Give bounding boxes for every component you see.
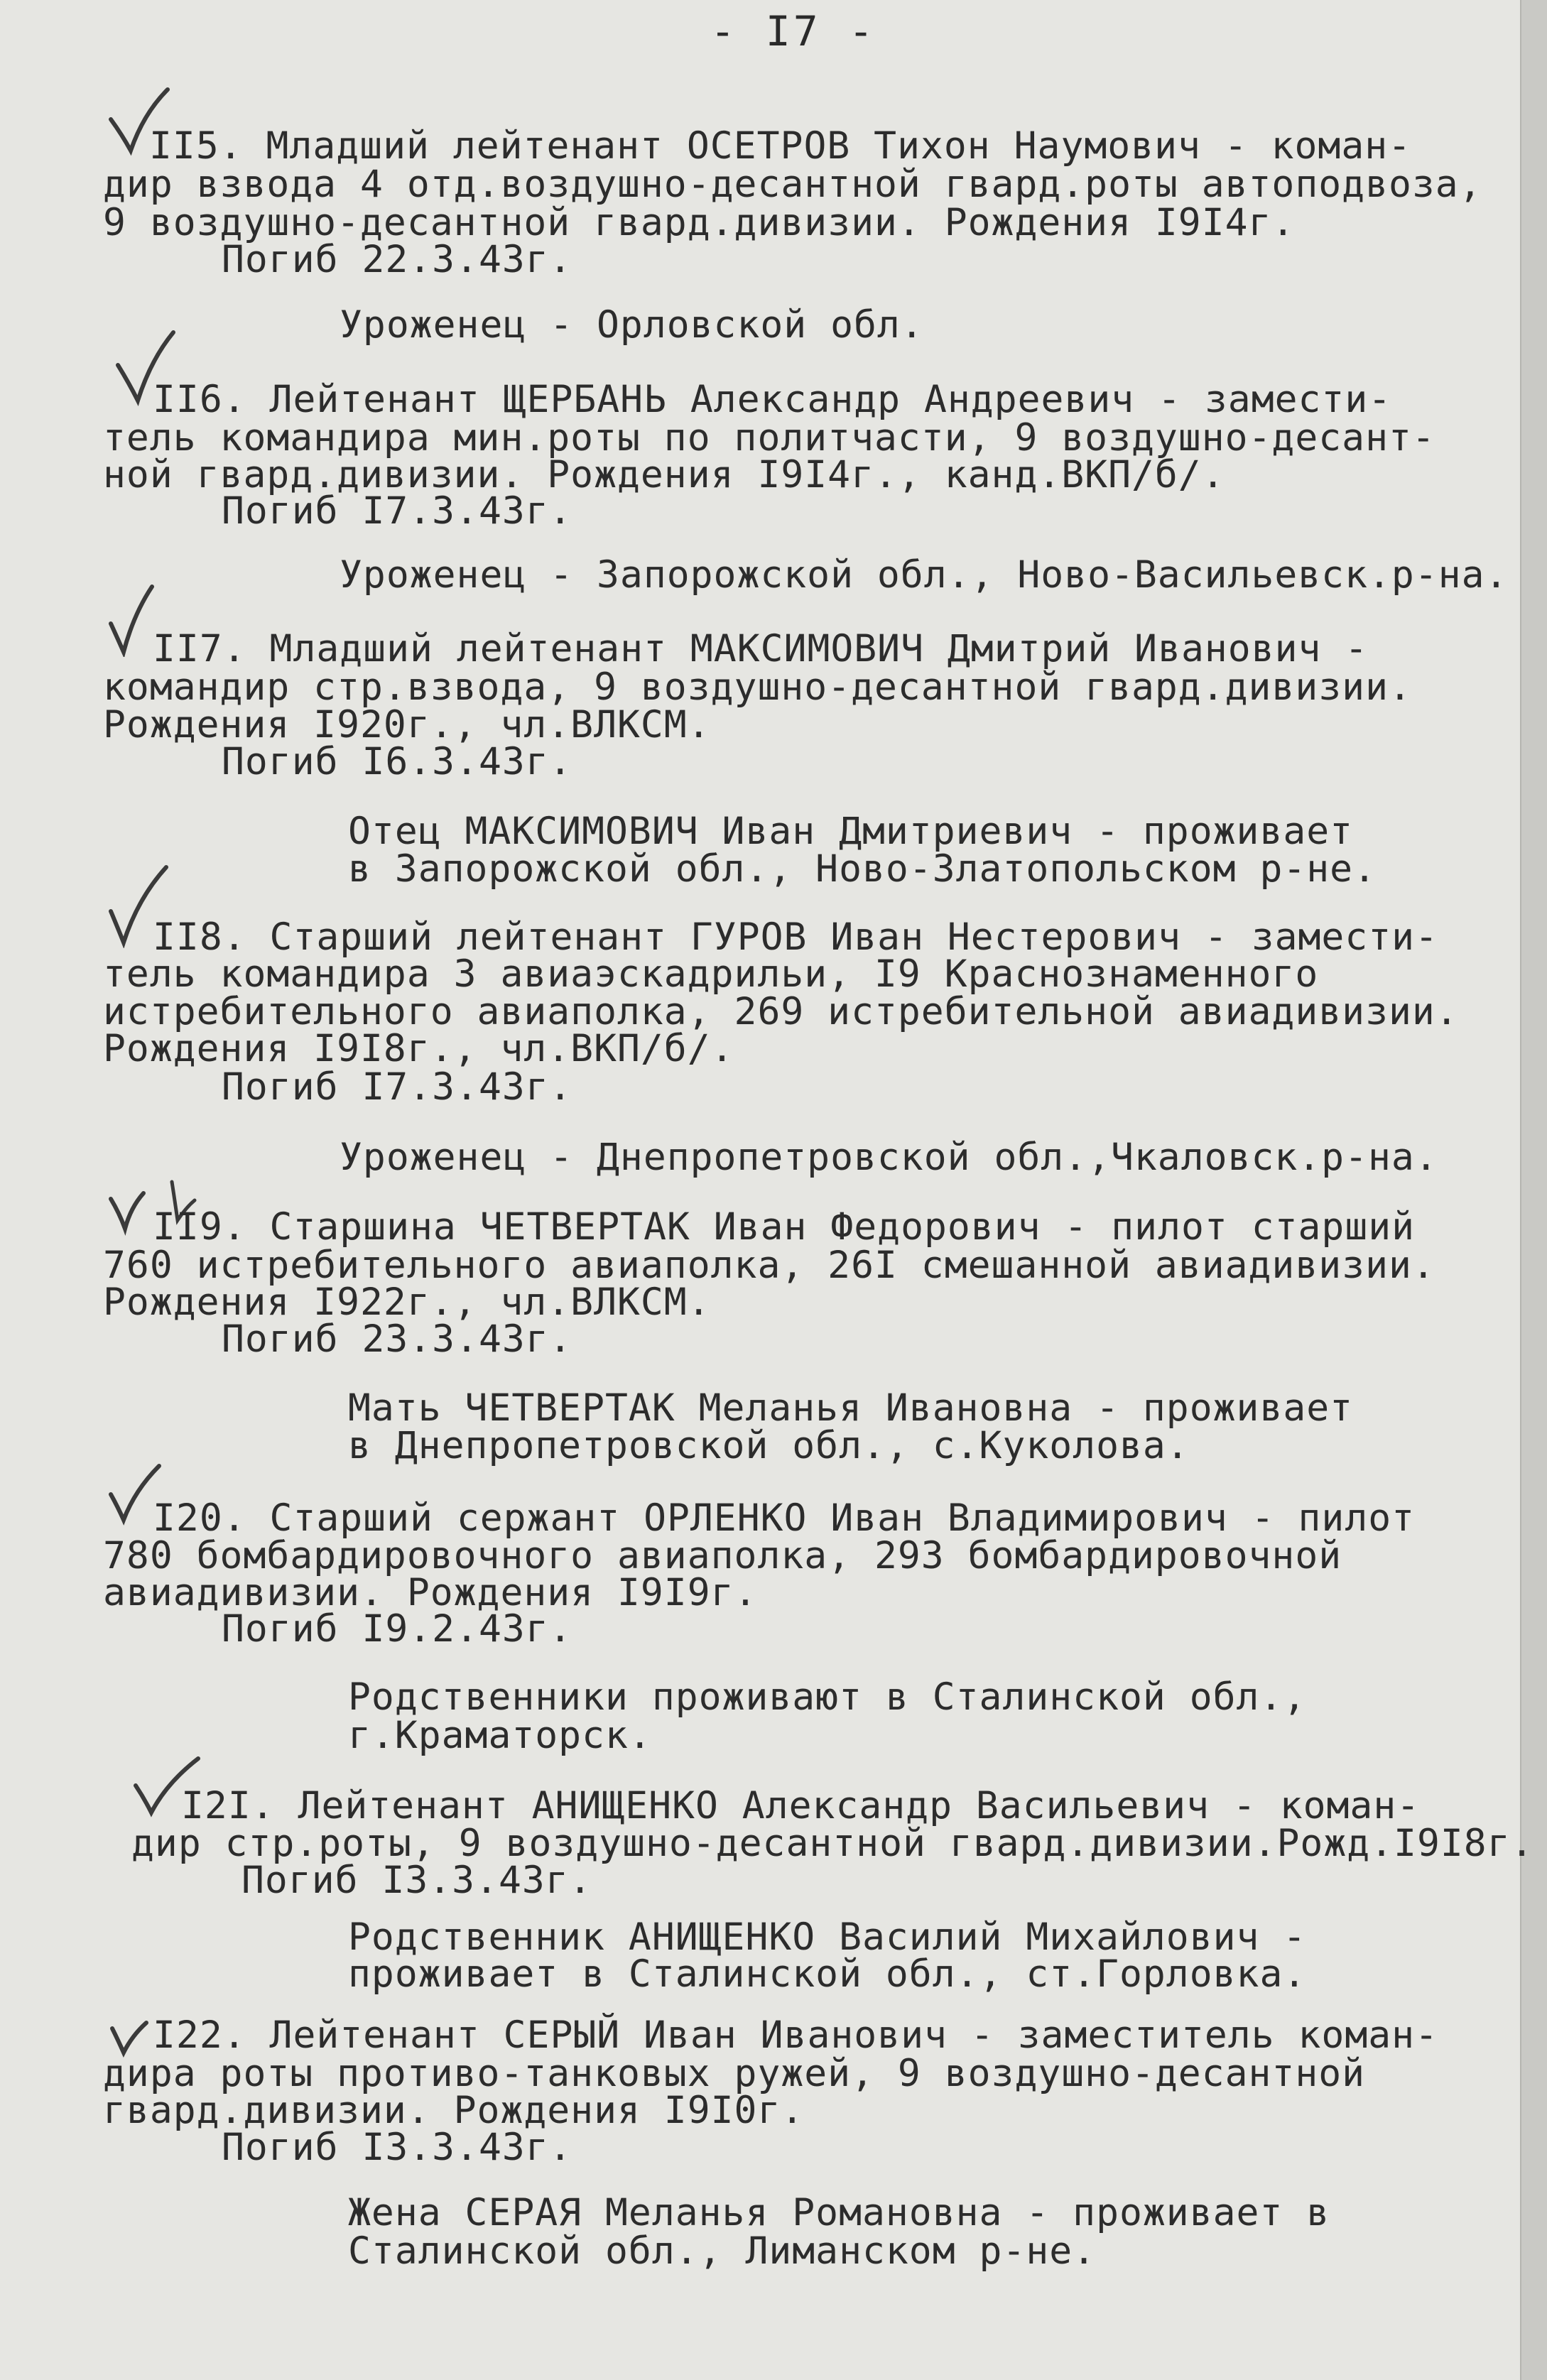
entry-121-note-2: проживает в Сталинской обл., ст.Горловка. xyxy=(348,1952,1307,1996)
entry-119-died: Погиб 23.3.43г. xyxy=(222,1317,572,1361)
entry-119-note-2: в Днепропетровской обл., с.Куколова. xyxy=(348,1424,1190,1467)
entry-120-line-2: 780 бомбардировочного авиаполка, 293 бомбардировочной xyxy=(103,1534,1342,1577)
entry-115-died: Погиб 22.3.43г. xyxy=(222,238,572,281)
entry-117-line-2: командир стр.взвода, 9 воздушно-десантной гвард.дивизии. xyxy=(103,665,1412,709)
entry-117-line-1: II7. Младший лейтенант МАКСИМОВИЧ Дмитрий Иванович - xyxy=(153,627,1369,670)
entry-120-note-1: Родственники проживают в Сталинской обл., xyxy=(348,1675,1307,1719)
entry-120-line-3: авиадивизии. Рождения I9I9г. xyxy=(103,1571,758,1614)
entry-122-line-3: гвард.дивизии. Рождения I9I0г. xyxy=(103,2089,805,2132)
entry-117-note-2: в Запорожской обл., Ново-Златопольском р-не. xyxy=(348,847,1377,891)
entry-118-note-1: Уроженец - Днепропетровской обл.,Чкаловск.р-на. xyxy=(340,1136,1438,1179)
entry-117-died: Погиб I6.3.43г. xyxy=(222,740,572,783)
page-edge xyxy=(1520,0,1547,2380)
entry-117-line-3: Рождения I920г., чл.ВЛКСМ. xyxy=(103,703,711,746)
entry-121-died: Погиб I3.3.43г. xyxy=(241,1859,592,1902)
entry-118-line-3: истребительного авиаполка, 269 истребительной авиадивизии. xyxy=(103,990,1459,1033)
entry-116-note-1: Уроженец - Запорожской обл., Ново-Васильевск.р-на. xyxy=(340,553,1509,597)
entry-120-line-1: I20. Старший сержант ОРЛЕНКО Иван Владимирович - пилот xyxy=(153,1496,1416,1540)
entry-115-line-2: дир взвода 4 отд.воздушно-десантной гвард.роты автоподвоза, xyxy=(103,163,1482,206)
entry-121-note-1: Родственник АНИЩЕНКО Василий Михайлович - xyxy=(348,1916,1307,1959)
entry-116-died: Погиб I7.3.43г. xyxy=(222,489,572,533)
entry-119-line-3: Рождения I922г., чл.ВЛКСМ. xyxy=(103,1281,711,1324)
entry-116-line-2: тель командира мин.роты по политчасти, 9 воздушно-десант- xyxy=(103,416,1435,460)
entry-122-line-2: дира роты противо-танковых ружей, 9 воздушно-десантной xyxy=(103,2052,1366,2095)
entry-118-died: Погиб I7.3.43г. xyxy=(222,1065,572,1109)
entry-119-note-1: Мать ЧЕТВЕРТАК Меланья Ивановна - проживает xyxy=(348,1386,1354,1430)
entry-115-line-3: 9 воздушно-десантной гвард.дивизии. Рождения I9I4г. xyxy=(103,201,1296,244)
entry-115-line-1: II5. Младший лейтенант ОСЕТРОВ Тихон Наумович - коман- xyxy=(149,124,1412,168)
entry-120-note-2: г.Краматорск. xyxy=(348,1714,652,1757)
entry-119-line-1: II9. Старшина ЧЕТВЕРТАК Иван Федорович - пилот старший xyxy=(153,1205,1416,1249)
entry-117-note-1: Отец МАКСИМОВИЧ Иван Дмитриевич - проживает xyxy=(348,810,1354,853)
entry-122-died: Погиб I3.3.43г. xyxy=(222,2126,572,2169)
entry-118-line-4: Рождения I9I8г., чл.ВКП/б/. xyxy=(103,1027,734,1070)
entry-118-line-1: II8. Старший лейтенант ГУРОВ Иван Нестерович - замести- xyxy=(153,915,1438,959)
entry-115-note-1: Уроженец - Орловской обл. xyxy=(340,303,924,347)
entry-118-line-2: тель командира 3 авиаэскадрильи, I9 Краснознаменного xyxy=(103,952,1319,996)
entry-121-line-1: I2I. Лейтенант АНИЩЕНКО Александр Васильевич - коман- xyxy=(181,1784,1421,1827)
entry-120-died: Погиб I9.2.43г. xyxy=(222,1607,572,1651)
entry-119-line-2: 760 истребительного авиаполка, 26I смешанной авиадивизии. xyxy=(103,1244,1435,1287)
page-number: - I7 - xyxy=(710,7,876,55)
entry-122-note-2: Сталинской обл., Лиманском р-не. xyxy=(348,2229,1097,2273)
entry-121-line-2: дир стр.роты, 9 воздушно-десантной гвард.дивизии.Рожд.I9I8г. xyxy=(131,1822,1534,1865)
checkmark-icon xyxy=(107,582,156,657)
entry-122-note-1: Жена СЕРАЯ Меланья Романовна - проживает в xyxy=(348,2191,1330,2234)
entry-116-line-1: II6. Лейтенант ЩЕРБАНЬ Александр Андреевич - замести- xyxy=(153,378,1392,421)
entry-116-line-3: ной гвард.дивизии. Рождения I9I4г., канд.ВКП/б/. xyxy=(103,453,1225,496)
entry-122-line-1: I22. Лейтенант СЕРЫЙ Иван Иванович - заместитель коман- xyxy=(153,2014,1438,2057)
